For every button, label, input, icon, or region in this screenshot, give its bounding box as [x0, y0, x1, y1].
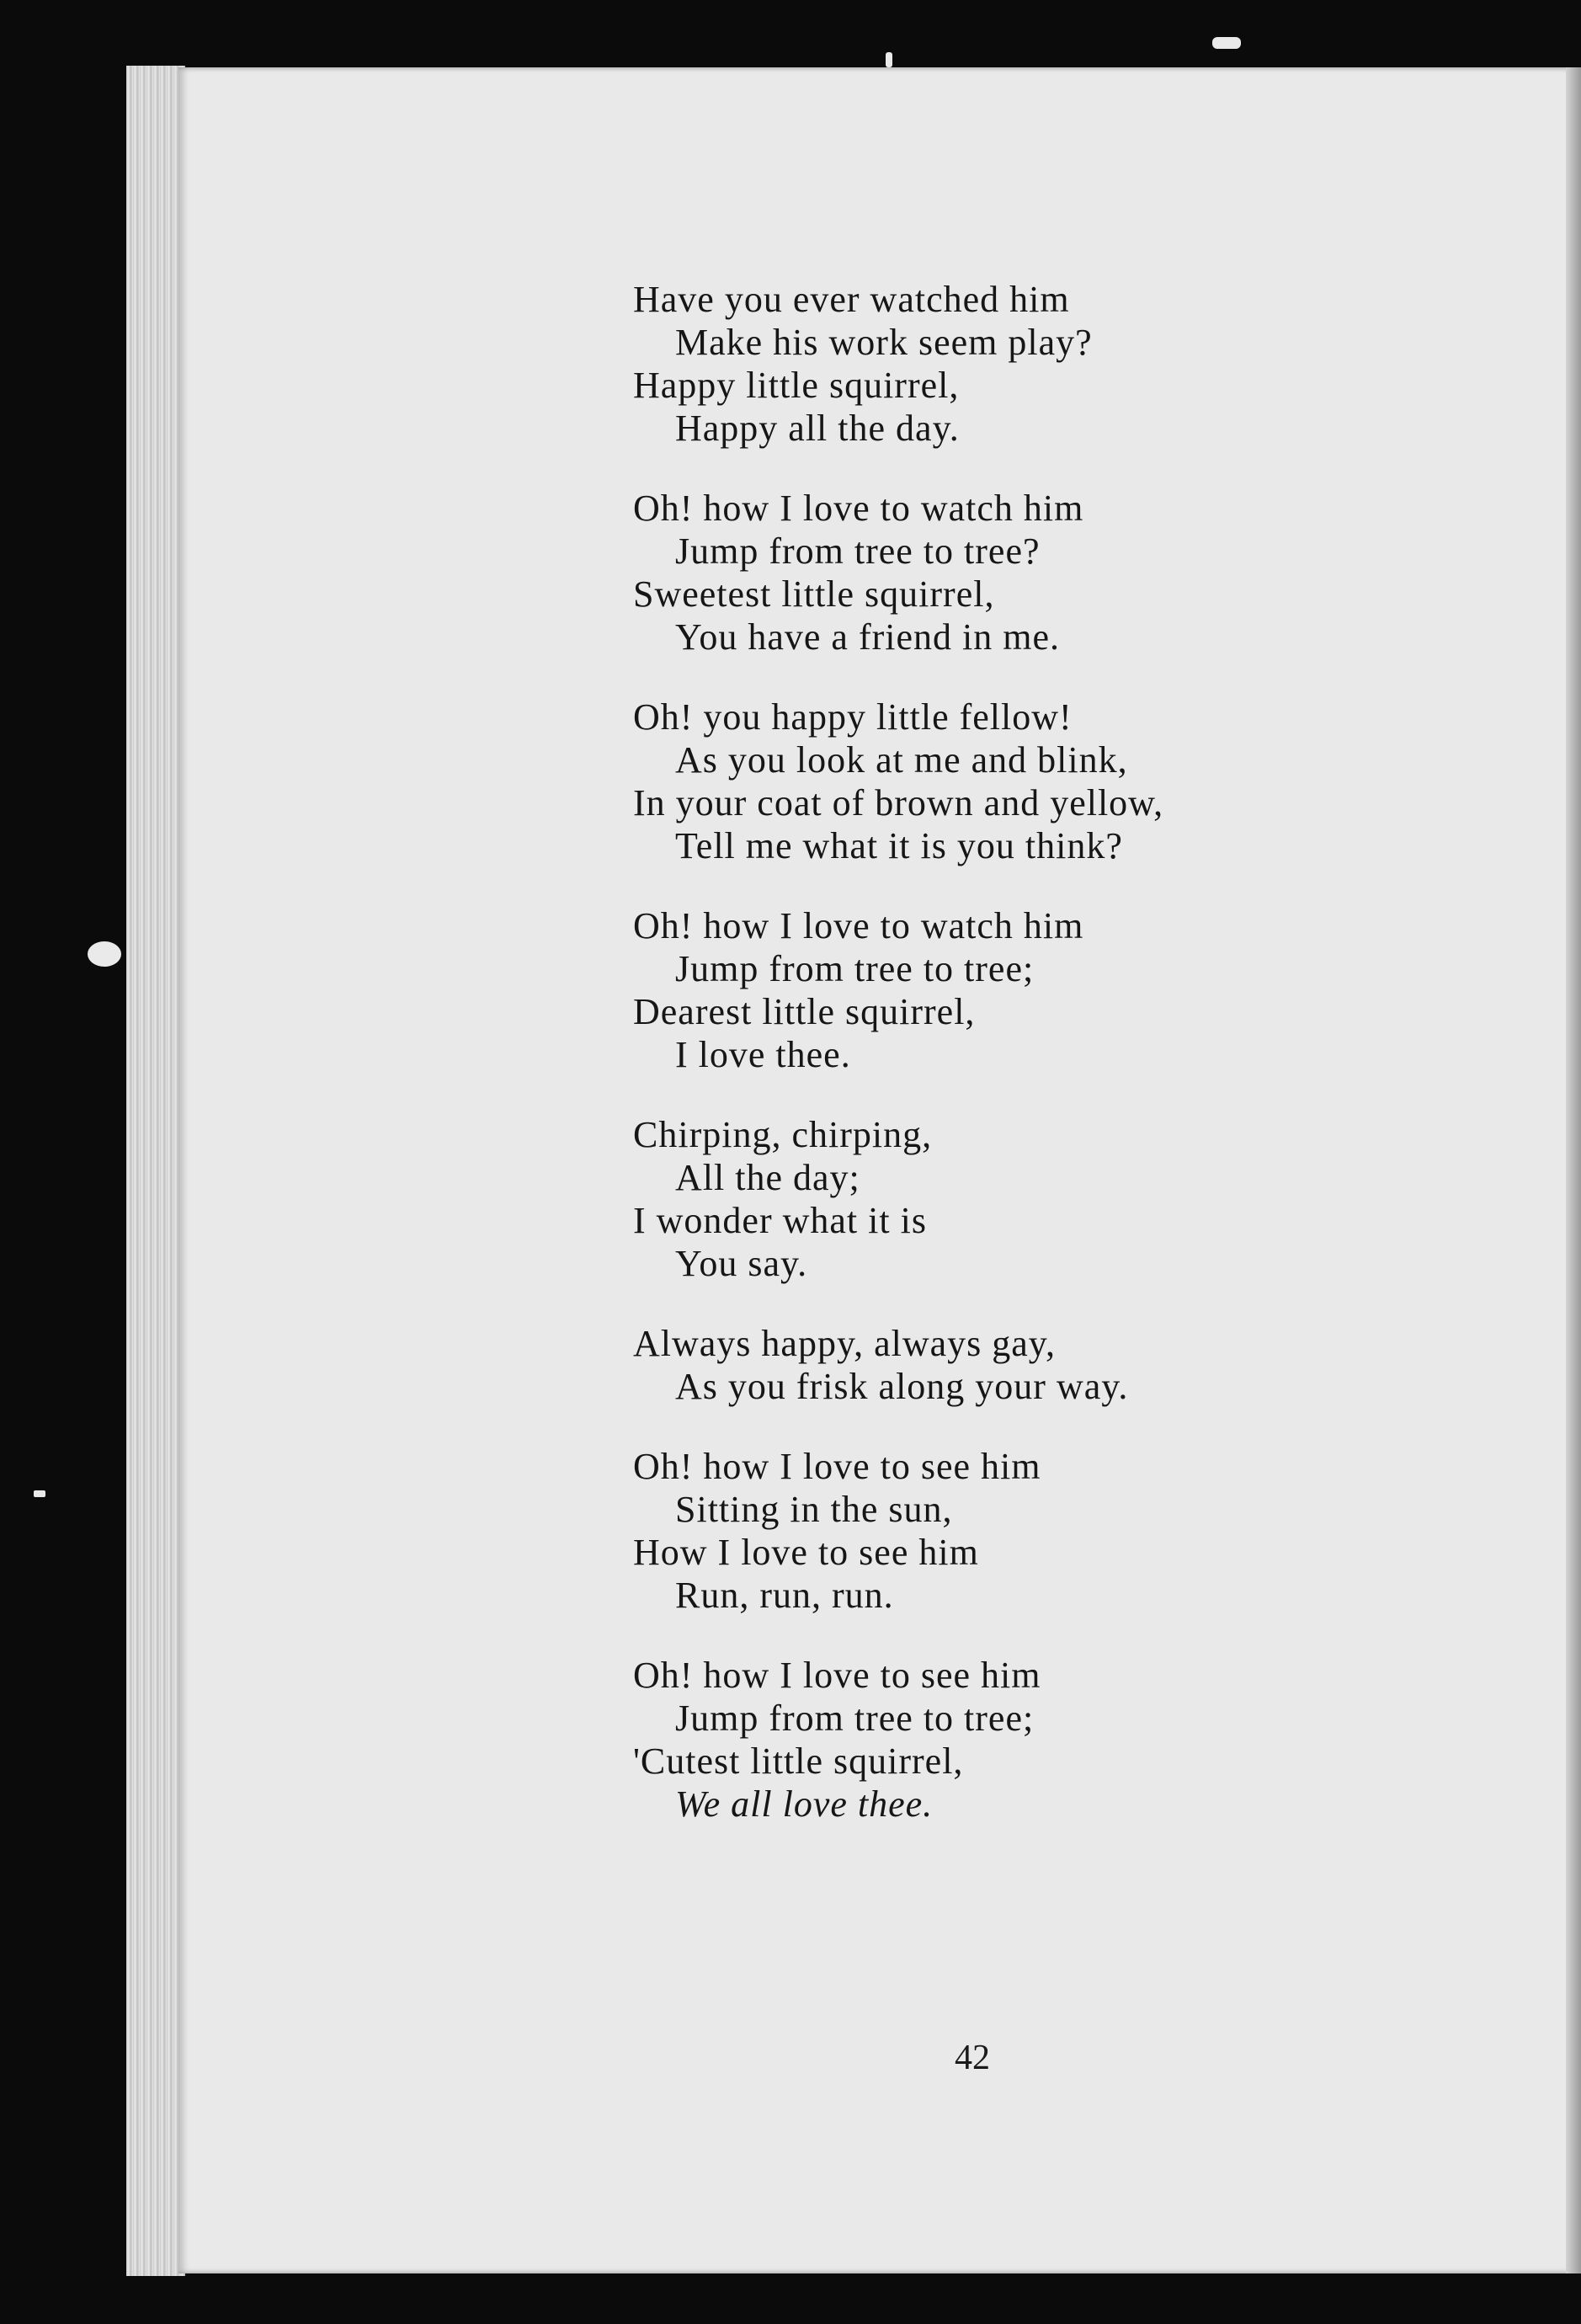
poem-line: I wonder what it is: [633, 1200, 927, 1241]
poem-line: You have a friend in me.: [675, 616, 1060, 658]
poem-line: You say.: [675, 1243, 808, 1284]
poem-line: I love thee.: [675, 1034, 851, 1075]
poem-text: [633, 278, 1559, 1863]
poem-line: Jump from tree to tree;: [675, 948, 1035, 989]
poem-line: Always happy, always gay,: [633, 1323, 1056, 1364]
poem-line: As you frisk along your way.: [675, 1366, 1129, 1407]
poem-line: In your coat of brown and yellow,: [633, 782, 1164, 824]
poem-line: Oh! you happy little fellow!: [633, 696, 1073, 738]
poem-line: 'Cutest little squirrel,: [633, 1740, 964, 1782]
poem-line: Happy all the day.: [675, 408, 960, 449]
poem-line: We all love thee.: [675, 1783, 934, 1825]
poem-line: Run, run, run.: [675, 1575, 894, 1616]
poem-line: All the day;: [675, 1157, 860, 1198]
poem-line: Chirping, chirping,: [633, 1114, 933, 1155]
poem-stanza: [633, 487, 1559, 658]
page-number: 42: [955, 2039, 990, 2077]
poem-line: Tell me what it is you think?: [675, 825, 1123, 866]
poem-line: Oh! how I love to see him: [633, 1655, 1041, 1696]
poem-line: Jump from tree to tree;: [675, 1698, 1035, 1739]
poem-stanza: [633, 696, 1559, 867]
poem-line: Dearest little squirrel,: [633, 991, 976, 1032]
book-page-edges: [126, 66, 185, 2276]
poem-stanza: [633, 904, 1559, 1076]
dust-speck: [886, 52, 892, 67]
poem-line: Sitting in the sun,: [675, 1489, 953, 1530]
poem-stanza: [633, 1445, 1559, 1617]
poem-stanza: [633, 1322, 1559, 1408]
poem-stanza: [633, 1654, 1559, 1826]
poem-line: Jump from tree to tree?: [675, 530, 1041, 572]
poem-line: How I love to see him: [633, 1532, 979, 1573]
dust-speck: [88, 941, 121, 967]
poem-line: As you look at me and blink,: [675, 739, 1128, 781]
poem-line: Oh! how I love to watch him: [633, 905, 1084, 946]
book-page: [178, 67, 1581, 2273]
poem-line: Sweetest little squirrel,: [633, 573, 995, 615]
poem-line: Make his work seem play?: [675, 322, 1093, 363]
poem-line: Oh! how I love to see him: [633, 1446, 1041, 1487]
poem-line: Oh! how I love to watch him: [633, 488, 1084, 529]
poem-line: Have you ever watched him: [633, 279, 1070, 320]
dust-speck: [1212, 37, 1241, 49]
poem-stanza: [633, 278, 1559, 450]
poem-stanza: [633, 1113, 1559, 1285]
poem-line: Happy little squirrel,: [633, 365, 960, 406]
scan-right-edge: [1566, 67, 1581, 2273]
dust-speck: [34, 1490, 45, 1497]
